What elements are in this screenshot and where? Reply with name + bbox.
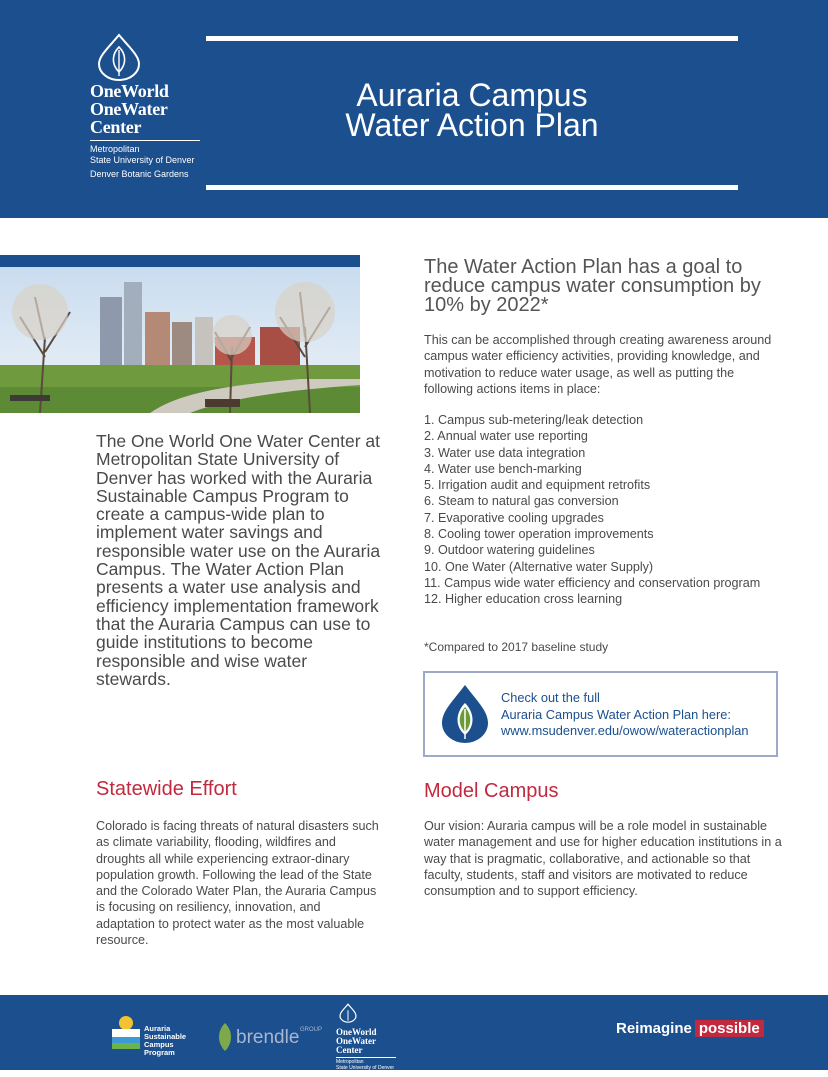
list-item: 9. Outdoor watering guidelines <box>424 543 595 558</box>
plan-callout-box <box>423 671 778 757</box>
campus-photo <box>0 267 360 413</box>
callout-line-1: Check out the full <box>501 690 600 705</box>
footnote: *Compared to 2017 baseline study <box>424 640 609 654</box>
list-item: 3. Water use data integration <box>424 445 586 460</box>
logo-divider <box>90 140 200 141</box>
logo-line-1: OneWorld <box>90 81 169 101</box>
goal-heading: The Water Action Plan has a goal to reduce campus water consumption by 10% by 2022* <box>424 256 761 316</box>
footer-banner <box>0 995 828 1077</box>
owow-footer-line-2: OneWater <box>336 1036 376 1046</box>
model-campus-title: Model Campus <box>424 780 559 802</box>
action-list <box>424 412 764 608</box>
list-item: 10. One Water (Alternative water Supply) <box>424 559 654 574</box>
list-item: 5. Irrigation audit and equipment retrofits <box>424 478 651 493</box>
asp-logo-text: Auraria Sustainable Campus Program <box>144 1024 187 1057</box>
goal-body: This can be accomplished through creating awareness around campus water efficiency activities, providing knowledge, and motivation to reduce water usage, as well as putting the following actions items in place: <box>424 333 772 396</box>
logo-line-3: Center <box>90 117 142 137</box>
owow-footer-logo <box>336 1003 396 1077</box>
intro-paragraph: The One World One Water Center at Metropolitan State University of Denver has worked with the Auraria Sustainable Campus Program to create a campus-wide plan to implement water savings and responsible water use on the Auraria Campus. The Water Action Plan presents a water use analysis and efficiency implementation framework that the Auraria Campus can use to guide institutions to become responsible and wise water stewards. <box>96 431 381 689</box>
brendle-logo <box>216 1021 323 1058</box>
header-banner <box>0 0 828 218</box>
owow-footer-sub-1: Metropolitan <box>336 1059 364 1065</box>
possible-text: possible <box>695 1020 764 1037</box>
statewide-title: Statewide Effort <box>96 778 237 800</box>
msu-tagline <box>616 1020 764 1037</box>
reimagine-text: Reimagine <box>616 1020 692 1037</box>
owow-footer-line-1: OneWorld <box>336 1027 377 1037</box>
leaf-drop-icon <box>94 32 144 82</box>
owow-footer-sub-3: Denver Botanic Gardens <box>336 1071 391 1077</box>
title-line-1: Auraria Campus <box>356 77 588 113</box>
brendle-text: brendle <box>236 1027 300 1048</box>
owow-logo <box>90 32 205 180</box>
list-item: 6. Steam to natural gas conversion <box>424 494 619 509</box>
statewide-body: Colorado is facing threats of natural disasters such as climate variability, flooding, wildfires and droughts all while experiencing extraor-dinary population growth. Following the lead of the State and the Colorado Water Plan, the Auraria Campus is focusing on resiliency, innovation, and adaptation to protect water as the most valuable resource. <box>96 819 379 948</box>
brendle-leaf-icon <box>216 1021 234 1053</box>
list-item: 11. Campus wide water efficiency and conservation program <box>424 575 761 590</box>
logo-sub-1: Metropolitan <box>90 144 140 154</box>
page-title <box>262 77 682 143</box>
photo-top-strip <box>0 255 360 267</box>
list-item: 1. Campus sub-metering/leak detection <box>424 413 644 427</box>
list-item: 7. Evaporative cooling upgrades <box>424 510 604 525</box>
logo-sub-2: State University of Denver <box>90 155 195 165</box>
asp-logo <box>110 1013 187 1057</box>
owow-footer-line-3: Center <box>336 1045 363 1055</box>
model-campus-body: Our vision: Auraria campus will be a role model in sustainable water management and use for higher education institutions in a way that is pragmatic, collaborative, and actionable so that faculty, students, staff and visitors are motivated to reduce consumption and to support efficiency. <box>424 819 782 899</box>
list-item: 2. Annual water use reporting <box>424 429 588 444</box>
list-item: 4. Water use bench-marking <box>424 461 582 476</box>
header-rule-top <box>206 36 738 41</box>
campus-logo-icon <box>110 1013 142 1051</box>
title-line-2: Water Action Plan <box>345 107 599 143</box>
plan-url-link[interactable]: www.msudenver.edu/owow/wateractionplan <box>501 723 749 738</box>
water-drop-leaf-icon <box>439 683 491 745</box>
logo-sub-3: Denver Botanic Gardens <box>90 169 189 179</box>
header-rule-bottom <box>206 185 738 190</box>
callout-text <box>501 690 749 740</box>
owow-footer-sub <box>336 1057 396 1077</box>
list-item: 12. Higher education cross learning <box>424 592 623 607</box>
owow-footer-sub-2: State University of Denver <box>336 1065 395 1071</box>
brendle-group-text: GROUP <box>300 1027 323 1033</box>
logo-line-2: OneWater <box>90 99 168 119</box>
leaf-drop-icon <box>338 1003 358 1023</box>
list-item: 8. Cooling tower operation improvements <box>424 527 654 542</box>
callout-line-2: Auraria Campus Water Action Plan here: <box>501 706 731 722</box>
